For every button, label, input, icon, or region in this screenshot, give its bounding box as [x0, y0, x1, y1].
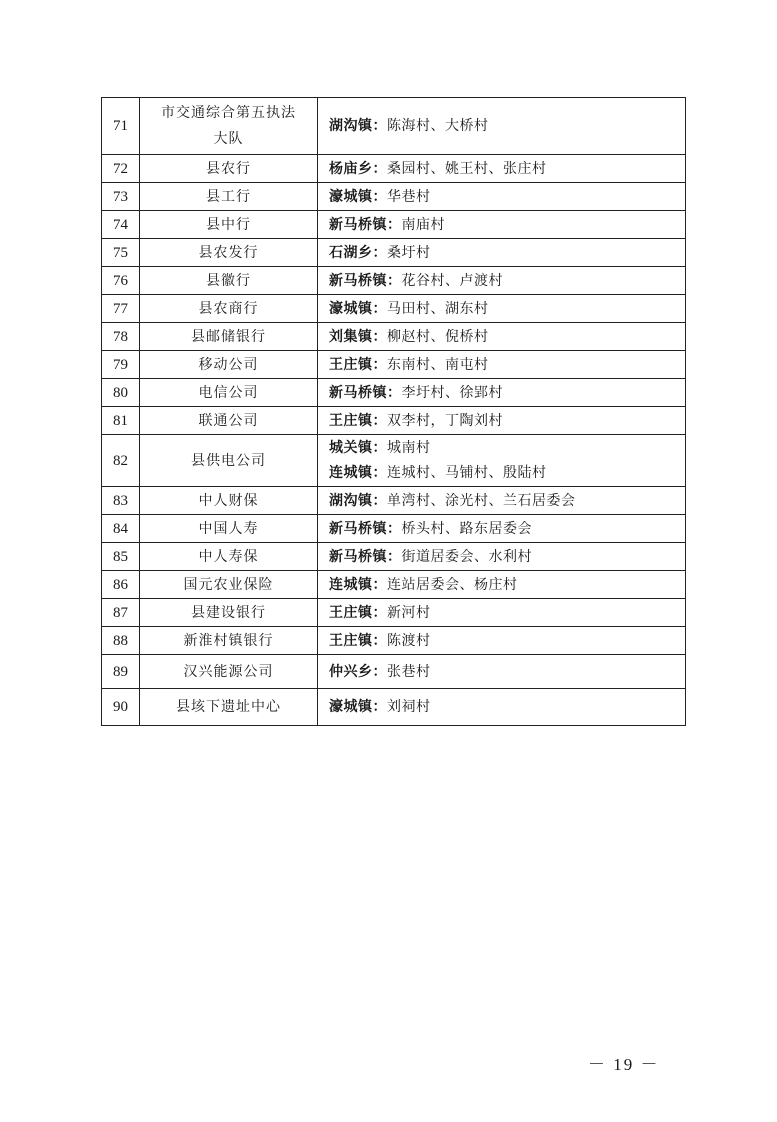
row-number: 89 — [102, 655, 140, 689]
town-name: 濠城镇： — [329, 300, 387, 317]
assigned-villages — [318, 239, 686, 267]
assigned-villages — [318, 211, 686, 239]
town-name: 连城镇： — [329, 464, 387, 481]
unit-name: 汉兴能源公司 — [140, 655, 318, 689]
unit-name: 国元农业保险 — [140, 571, 318, 599]
table-row — [102, 267, 686, 295]
unit-name: 县供电公司 — [140, 435, 318, 487]
village-line — [329, 411, 685, 431]
table-row — [102, 655, 686, 689]
town-name: 湖沟镇： — [329, 492, 387, 509]
table-row — [102, 515, 686, 543]
town-name: 刘集镇： — [329, 328, 387, 345]
town-name: 王庄镇： — [329, 632, 387, 649]
town-name: 新马桥镇： — [329, 384, 402, 401]
village-names: 南庙村 — [401, 216, 445, 233]
assigned-villages — [318, 155, 686, 183]
row-number: 84 — [102, 515, 140, 543]
table-row — [102, 323, 686, 351]
row-number: 90 — [102, 689, 140, 726]
village-line — [329, 243, 685, 263]
village-line — [329, 383, 685, 403]
assigned-villages — [318, 98, 686, 155]
assigned-villages — [318, 571, 686, 599]
unit-name: 县建设银行 — [140, 599, 318, 627]
table-row — [102, 435, 686, 487]
village-line — [329, 547, 685, 567]
row-number: 74 — [102, 211, 140, 239]
page-number: － 19 － — [588, 1055, 660, 1074]
village-line — [329, 327, 685, 347]
unit-name: 县工行 — [140, 183, 318, 211]
assigned-villages — [318, 627, 686, 655]
unit-name: 电信公司 — [140, 379, 318, 407]
row-number: 82 — [102, 435, 140, 487]
row-number: 72 — [102, 155, 140, 183]
village-names: 连站居委会、杨庄村 — [387, 576, 518, 593]
table-body — [102, 98, 686, 726]
assignment-table — [101, 97, 686, 726]
assigned-villages — [318, 515, 686, 543]
village-names: 东南村、南屯村 — [387, 356, 489, 373]
row-number: 88 — [102, 627, 140, 655]
village-line — [329, 697, 685, 717]
unit-name: 移动公司 — [140, 351, 318, 379]
town-name: 濠城镇： — [329, 699, 387, 715]
table-row — [102, 487, 686, 515]
village-names: 花谷村、卢渡村 — [401, 272, 503, 289]
unit-name: 县邮储银行 — [140, 323, 318, 351]
village-line — [329, 299, 685, 319]
village-line — [329, 436, 685, 461]
town-name: 杨庙乡： — [329, 160, 387, 177]
row-number: 78 — [102, 323, 140, 351]
table-row — [102, 239, 686, 267]
table-row — [102, 689, 686, 726]
assigned-villages — [318, 379, 686, 407]
table-row — [102, 295, 686, 323]
assigned-villages — [318, 487, 686, 515]
village-line — [329, 271, 685, 291]
town-name: 王庄镇： — [329, 412, 387, 429]
village-names: 双李村，丁陶刘村 — [387, 412, 503, 429]
unit-name: 中人财保 — [140, 487, 318, 515]
unit-name: 县农行 — [140, 155, 318, 183]
unit-name: 联通公司 — [140, 407, 318, 435]
town-name: 濠城镇： — [329, 188, 387, 205]
village-names: 桑圩村 — [387, 244, 431, 261]
assigned-villages — [318, 599, 686, 627]
assigned-villages — [318, 351, 686, 379]
village-names: 单湾村、涂光村、兰石居委会 — [387, 492, 576, 509]
row-number: 85 — [102, 543, 140, 571]
village-line — [329, 159, 685, 179]
row-number: 79 — [102, 351, 140, 379]
table-row — [102, 543, 686, 571]
town-name: 新马桥镇： — [329, 548, 402, 565]
table-row — [102, 599, 686, 627]
village-line — [329, 215, 685, 235]
table-row — [102, 351, 686, 379]
table-row — [102, 155, 686, 183]
table-row — [102, 379, 686, 407]
town-name: 连城镇： — [329, 576, 387, 593]
unit-name: 县农商行 — [140, 295, 318, 323]
village-names: 连城村、马铺村、殷陆村 — [387, 464, 547, 481]
table-row — [102, 407, 686, 435]
assigned-villages — [318, 407, 686, 435]
village-line — [329, 631, 685, 651]
village-line — [329, 575, 685, 595]
table-row — [102, 627, 686, 655]
row-number: 76 — [102, 267, 140, 295]
village-line — [329, 603, 685, 623]
row-number: 80 — [102, 379, 140, 407]
row-number: 87 — [102, 599, 140, 627]
village-names: 陈海村、大桥村 — [387, 118, 489, 134]
village-line — [329, 116, 685, 136]
village-names: 桥头村、路东居委会 — [401, 520, 532, 537]
village-names: 陈渡村 — [387, 632, 431, 649]
table-row — [102, 183, 686, 211]
town-name: 城关镇： — [329, 439, 387, 456]
assigned-villages — [318, 435, 686, 487]
assigned-villages — [318, 183, 686, 211]
village-names: 桑园村、姚王村、张庄村 — [387, 160, 547, 177]
row-number: 71 — [102, 98, 140, 155]
village-names: 新河村 — [387, 604, 431, 621]
village-line — [329, 461, 685, 486]
town-name: 新马桥镇： — [329, 520, 402, 537]
unit-name: 市交通综合第五执法大队 — [140, 98, 318, 155]
town-name: 新马桥镇： — [329, 272, 402, 289]
unit-name: 县农发行 — [140, 239, 318, 267]
village-line — [329, 662, 685, 682]
row-number: 83 — [102, 487, 140, 515]
village-names: 刘祠村 — [387, 699, 431, 715]
town-name: 新马桥镇： — [329, 216, 402, 233]
assigned-villages — [318, 689, 686, 726]
unit-name: 县徽行 — [140, 267, 318, 295]
village-line — [329, 355, 685, 375]
town-name: 仲兴乡： — [329, 663, 387, 680]
unit-name: 中国人寿 — [140, 515, 318, 543]
unit-name: 县中行 — [140, 211, 318, 239]
row-number: 81 — [102, 407, 140, 435]
assigned-villages — [318, 295, 686, 323]
village-names: 马田村、湖东村 — [387, 300, 489, 317]
town-name: 王庄镇： — [329, 604, 387, 621]
village-names: 华巷村 — [387, 188, 431, 205]
assigned-villages — [318, 323, 686, 351]
village-names: 街道居委会、水利村 — [401, 548, 532, 565]
town-name: 石湖乡： — [329, 244, 387, 261]
unit-name: 县垓下遗址中心 — [140, 689, 318, 726]
assigned-villages — [318, 543, 686, 571]
table-row — [102, 98, 686, 155]
village-line — [329, 491, 685, 511]
row-number: 75 — [102, 239, 140, 267]
village-names: 张巷村 — [387, 663, 431, 680]
table-row — [102, 571, 686, 599]
row-number: 73 — [102, 183, 140, 211]
village-line — [329, 187, 685, 207]
unit-name: 新淮村镇银行 — [140, 627, 318, 655]
table-row — [102, 211, 686, 239]
row-number: 86 — [102, 571, 140, 599]
village-names: 柳赵村、倪桥村 — [387, 328, 489, 345]
row-number: 77 — [102, 295, 140, 323]
village-line — [329, 519, 685, 539]
unit-name: 中人寿保 — [140, 543, 318, 571]
village-names: 城南村 — [387, 439, 431, 456]
town-name: 王庄镇： — [329, 356, 387, 373]
assigned-villages — [318, 267, 686, 295]
assigned-villages — [318, 655, 686, 689]
town-name: 湖沟镇： — [329, 118, 387, 134]
village-names: 李圩村、徐郢村 — [401, 384, 503, 401]
